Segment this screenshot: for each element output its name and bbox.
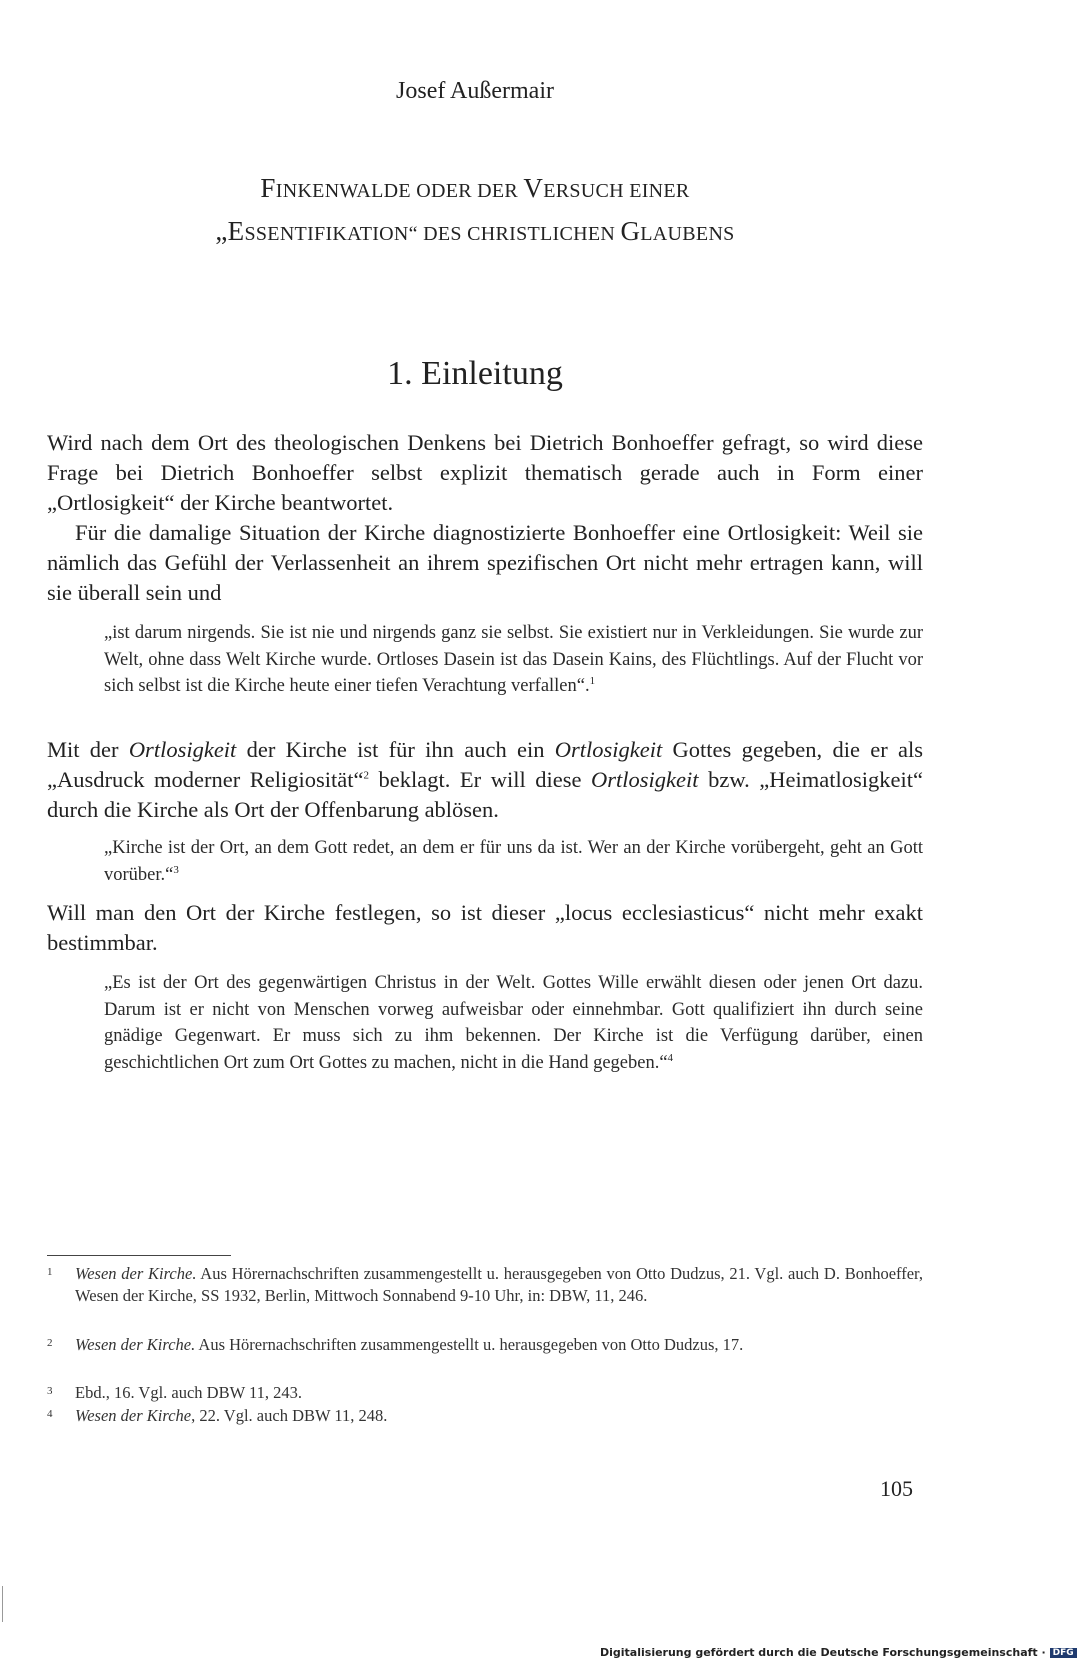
emphasis: Ortlosigkeit [554, 737, 663, 762]
title-line-2 [0, 211, 950, 254]
footnote-1 [47, 1263, 923, 1307]
footnote-ref[interactable]: 1 [589, 674, 596, 687]
section-heading: 1. Einleitung [387, 355, 563, 392]
text-run: Gottes gegeben, die er als „Ausdruck moderner Religiosität“ [47, 737, 923, 792]
title-cap: G [620, 216, 641, 246]
page-number: 105 [880, 1476, 913, 1501]
chapter-title [0, 168, 950, 254]
text-run: der Kirche ist für ihn auch ein [236, 737, 555, 762]
footnote-body: Ebd., 16. Vgl. auch DBW 11, 243. [75, 1383, 303, 1402]
paragraph-4: Will man den Ort der Kirche festlegen, so ist dieser „locus ecclesiasticus“ nicht mehr exakt bestimmbar. [47, 900, 923, 955]
footnote-body: Aus Hörernachschriften zusammengestellt u. herausgegeben von Otto Dudzus, 21. Vgl. auch D. Bonhoeffer, Wesen der Kirche, SS 1932, Berlin, Mittwoch Sonnabend 9-10 Uhr, in: DBW, 11, 246. [75, 1264, 924, 1305]
paragraph-2: Für die damalige Situation der Kirche diagnostizierte Bonhoeffer eine Ortlosigkeit: Weil sie nämlich das Gefühl der Verlassenheit an ihrem spezifischen Ort nicht mehr ertragen kann, will sie überall sein und [47, 520, 923, 605]
footnote-separator [47, 1255, 231, 1256]
footnote-text [75, 1382, 923, 1404]
title-smallcaps: ERSUCH EINER [543, 180, 690, 202]
title-cap: „E [215, 216, 245, 246]
footnote-italic: Wesen der Kirche [75, 1406, 192, 1425]
footnote-ref[interactable]: 2 [363, 769, 369, 782]
author-name: Josef Außermair [396, 78, 554, 104]
title-cap: V [523, 173, 544, 203]
title-cap: F [260, 173, 276, 203]
footnote-number: 3 [47, 1385, 53, 1397]
footnote-number: 2 [47, 1337, 53, 1349]
footnote-body: , 22. Vgl. auch DBW 11, 248. [191, 1406, 388, 1425]
footnote-text [75, 1263, 923, 1307]
footnote-2 [47, 1334, 923, 1356]
text-run: beklagt. Er will diese [369, 767, 592, 792]
title-smallcaps: LAUBENS [640, 223, 735, 245]
footnote-body: Aus Hörernachschriften zusammengestellt u. herausgegeben von Otto Dudzus, 17. [195, 1335, 744, 1354]
quote-text: „Kirche ist der Ort, an dem Gott redet, an dem er für uns da ist. Wer an der Kirche vorübergeht, geht an Gott vorüber.“ [104, 838, 923, 885]
funding-text: Digitalisierung gefördert durch die Deutsche Forschungsgemeinschaft · [600, 1646, 1046, 1659]
paragraph-1: Wird nach dem Ort des theologischen Denkens bei Dietrich Bonhoeffer gefragt, so wird diese Frage bei Dietrich Bonhoeffer selbst explizit thematisch gerade auch in Form einer „Ortlosigkeit“ der Kirche beantwortet. [47, 430, 923, 515]
block-quote-3 [104, 970, 923, 1076]
footnote-4 [47, 1405, 923, 1427]
footnote-text [75, 1334, 923, 1356]
footnote-italic: Wesen der Kirche. [75, 1335, 196, 1354]
footnote-3 [47, 1382, 923, 1404]
dfg-logo-icon: DFG [1050, 1648, 1077, 1658]
scan-edge-mark [2, 1586, 3, 1622]
emphasis: Ortlosigkeit [128, 737, 237, 762]
footnote-italic: Wesen der Kirche. [75, 1264, 197, 1283]
footnote-ref[interactable]: 4 [667, 1051, 674, 1064]
footnote-number: 4 [47, 1408, 53, 1420]
text-run: bzw. „Heimatlosigkeit“ durch die Kirche als Ort der Offenbarung ablösen. [47, 767, 923, 822]
footnote-ref[interactable]: 3 [173, 863, 179, 876]
quote-text: „ist darum nirgends. Sie ist nie und nirgends ganz sie selbst. Sie existiert nur in Verkleidungen. Sie wurde zur Welt, ohne dass Welt Kirche wurde. Ortloses Dasein ist das Dasein Kains, des Flüchtlings. Auf der Flucht vor sich selbst ist die Kirche heute einer tiefen Verachtung verfallen“. [104, 623, 923, 696]
paragraph-3 [47, 735, 923, 825]
footnote-text [75, 1405, 923, 1427]
block-quote-1 [104, 620, 923, 700]
title-smallcaps: INKENWALDE ODER DER [275, 180, 524, 202]
emphasis: Ortlosigkeit [591, 767, 699, 792]
quote-text: „Es ist der Ort des gegenwärtigen Christus in der Welt. Gottes Wille erwählt diesen oder jenen Ort dazu. Darum ist er nicht von Menschen vorweg aufweisbar oder einnehmbar. Gott qualifiziert ihn durch seine gnädige Gegenwart. Er muss sich zu ihm bekennen. Der Kirche ist die Verfügung darüber, einen geschichtlichen Ort zum Ort Gottes zu machen, nicht in die Hand gegeben.“ [104, 973, 923, 1073]
funding-banner [600, 1646, 1077, 1659]
block-quote-2 [104, 835, 923, 888]
footnote-number: 1 [47, 1266, 53, 1278]
text-run: Mit der [47, 737, 129, 762]
title-smallcaps: SSENTIFIKATION“ DES CHRISTLICHEN [244, 223, 621, 245]
title-line-1 [0, 168, 950, 211]
